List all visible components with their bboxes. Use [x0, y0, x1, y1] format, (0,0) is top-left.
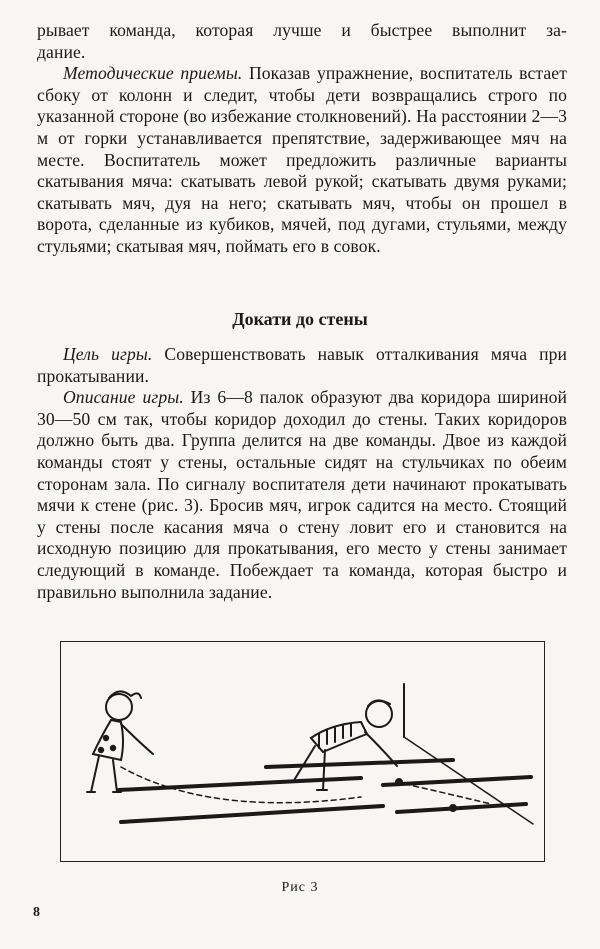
- children-rolling-balls-drawing: [61, 642, 543, 860]
- figure-3-illustration: [60, 641, 545, 862]
- page-number: 8: [33, 905, 40, 920]
- stick: [119, 778, 361, 790]
- intro-line-1: рывает команда, которая лучше и быстрее выполнит за-: [37, 20, 567, 40]
- intro-line-2: дание.: [37, 41, 86, 62]
- figure-caption: Рис 3: [281, 880, 319, 895]
- methods-paragraph: [37, 63, 567, 257]
- description-paragraph: [37, 387, 567, 603]
- girl-figure: [87, 691, 153, 792]
- ball-icon: [396, 779, 402, 785]
- stick: [121, 806, 383, 822]
- boy-figure: [287, 700, 397, 790]
- goal-text: Совершенствовать навык отталкивания мяча при прокатывании.: [37, 344, 568, 386]
- stick: [397, 804, 526, 812]
- methods-text: Показав упражнение, воспитатель встает сбоку от колонн и следит, чтобы дети возвращались строго по указанной стороне (во избежание столкновений). На расстоянии 2—3 м от горки устанавливается препятствие, задерживающее мяч на месте. Воспитатель может предложить различные варианты скатывания мяча: скатывать левой рукой; скатывать двумя руками; скатывать мяч, дуя на него; скатывать мяч, чтобы он прошел в ворота, сделанные из кубиков, мячей, под дугами, стульями, между стульями; скатывая мяч, поймать его в совок.: [37, 63, 568, 256]
- goal-paragraph: [37, 344, 567, 387]
- methods-label: Методические приемы.: [63, 63, 243, 84]
- game-title: Докати до стены: [232, 309, 368, 329]
- ball-icon: [450, 805, 456, 811]
- description-label: Описание игры.: [63, 387, 184, 408]
- goal-label: Цель игры.: [63, 344, 153, 364]
- body-text-top: [37, 20, 567, 258]
- description-text: Из 6—8 палок образуют два коридора шириной 30—50 см так, чтобы коридор доходил до стены. Таких коридоров должно быть два. Группа делится на две команды. Двое из каждой команды стоят у стены, остальные сидят на стульчиках по обеим сторонам зала. По сигналу воспитателя дети начинают прокатывать мячи к стене (рис. 3). Бросив мяч, игрок садится на место. Стоящий у стены после касания мяча о стену ловит его и становится на исходную позицию для прокатывания, его место у стены занимает следующий в команде. Побеждает та команда, которая быстро и правильно выполнила задание.: [37, 387, 567, 602]
- stick: [266, 760, 453, 767]
- body-text-game: [37, 344, 567, 603]
